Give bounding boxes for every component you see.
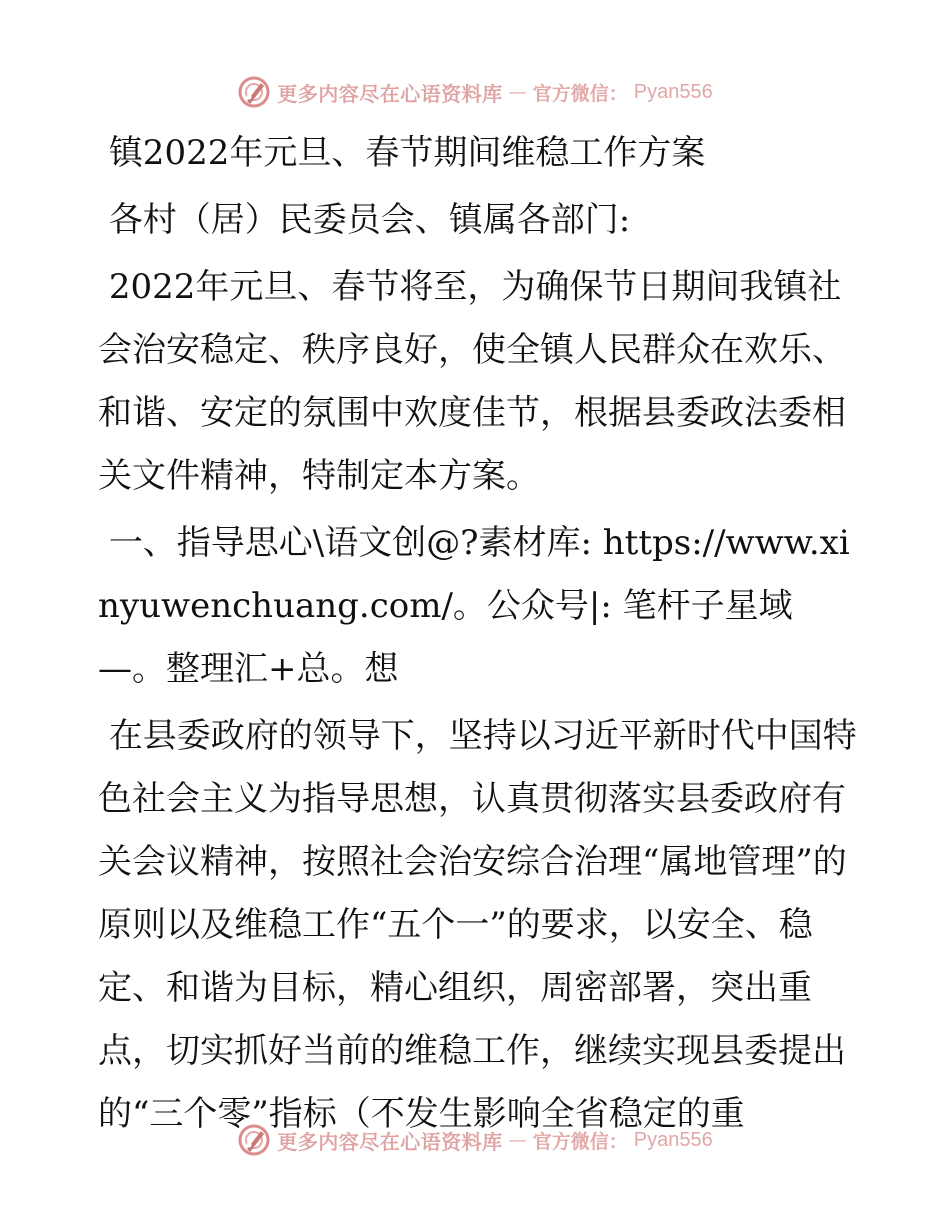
watermark-brand: 更多内容尽在心语资料库 [277,81,503,106]
watermark-handle: Pyan556 [633,1128,713,1151]
document-salutation: 各村（居）民委员会、镇属各部门: [98,200,631,240]
paragraph-section-heading: 一、指导思心\语文创@?素材库: https://www.xinyuwenchuang.com/。公众号|: 笔杆子星域—。整理汇+总。想 [98,523,850,689]
watermark-dash: — [508,1129,527,1151]
document-title: 镇2022年元旦、春节期间维稳工作方案 [98,133,706,173]
watermark-label: 官方微信： [532,82,628,105]
watermark-brand: 更多内容尽在心语资料库 [277,1129,503,1154]
header-watermark [0,72,950,112]
paragraph-intro: 2022年元旦、春节将至，为确保节日期间我镇社会治安稳定、秩序良好，使全镇人民群众在欢乐、和谐、安定的氛围中欢度佳节，根据县委政法委相关文件精神，特制定本方案。 [98,267,846,496]
document-body [98,122,858,1150]
pen-nib-logo-icon [237,1123,271,1157]
paragraph-guiding-thought: 在县委政府的领导下，坚持以习近平新时代中国特色社会主义为指导思想，认真贯彻落实县委政府有关会议精神，按照社会治安综合治理“属地管理”的原则以及维稳工作“五个一”的要求，以安全、稳定、和谐为目标，精心组织，周密部署，突出重点，切实抓好当前的维稳工作，继续实现县委提出的“三个零”指标（不发生影响全省稳定的重 [98,716,857,1134]
pen-nib-logo-icon [237,75,271,109]
watermark-handle: Pyan556 [633,80,713,103]
watermark-label: 官方微信： [532,1130,628,1153]
watermark-dash: — [508,81,527,103]
footer-watermark [0,1120,950,1160]
